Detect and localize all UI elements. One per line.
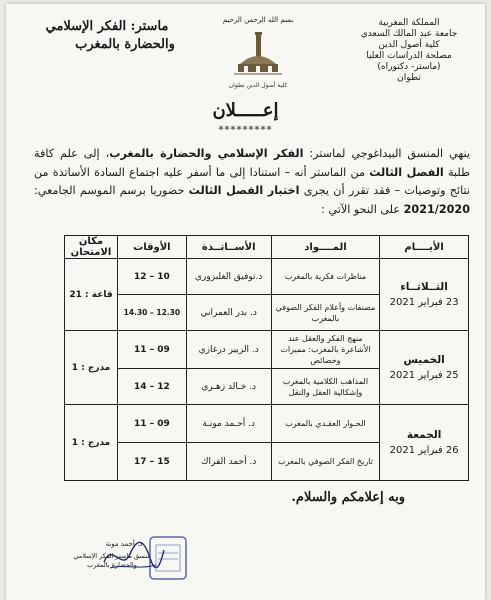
day-cell — [380, 405, 469, 481]
professor-cell: د. أحمد الفراك — [186, 443, 271, 481]
header-location: مكان الامتحان — [65, 236, 118, 259]
room-cell: قاعة : 21 — [65, 259, 118, 331]
subject-cell: المذاهب الكلامية بالمغرب وإشكالية العقل والنقل — [271, 369, 380, 405]
professor-cell: د. بدر العمراني — [186, 295, 271, 331]
header-line: تطوان — [397, 73, 421, 83]
time-cell: 09 – 11 — [117, 405, 186, 443]
signatory-role-line: والحضارة بالمغرب — [87, 561, 137, 569]
table-row — [65, 331, 469, 369]
body-text: على النحو الآتي : — [321, 202, 404, 216]
document-page — [6, 4, 485, 600]
professor-cell: د. خـالد زهـري — [186, 369, 271, 405]
day-name: الجمعة — [406, 428, 442, 441]
faculty-logo — [230, 30, 286, 80]
header-days: الأيــــام — [380, 236, 469, 259]
header-subjects: المــــواد — [271, 236, 380, 259]
body-text: ينهي المنسق البيداغوجي لماستر: — [303, 147, 470, 160]
master-line-2: والحضارة بالمغرب — [75, 37, 175, 52]
subject-cell: تاريخ الفكر الصوفي بالمغرب — [271, 443, 380, 481]
day-date: 23 فبراير 2021 — [389, 296, 459, 308]
master-program-header — [32, 18, 182, 54]
body-text: من الماستر أنه – استنادا إلى ما أسفر عليه اجتماع السادة الأساتذة من نتائج وتوصيات – فقد تقرر أن يجرى — [34, 165, 470, 197]
professor-cell: د. أحـمد مونـة — [186, 405, 271, 443]
table-row — [65, 259, 469, 295]
table-row — [65, 405, 469, 443]
time-cell: 09 – 11 — [117, 331, 186, 369]
professor-cell: د.توفيق الغلبزوري — [186, 259, 271, 295]
subject-cell: مناظرات فكرية بالمغرب — [271, 259, 380, 295]
day-cell — [380, 259, 469, 331]
time-cell: 12 – 14 — [117, 369, 186, 405]
day-date: 25 فبراير 2021 — [389, 369, 459, 381]
subject-cell: الحـوار العقـدي بالمغرب — [271, 405, 380, 443]
closing-line: وبه إعلامكم والسلام. — [291, 490, 405, 505]
header-times: الأوقات — [117, 236, 186, 259]
signatory-role-line: منسق ماستر الفكر الإسلامي — [73, 552, 151, 560]
day-name: الخميس — [403, 353, 445, 366]
time-cell: 12.30 – 14.30 — [117, 295, 186, 331]
exam-schedule-table — [64, 235, 469, 481]
title-separator: ********* — [218, 125, 273, 136]
body-text: حضوريا برسم الموسم الجامعي: — [34, 184, 189, 197]
day-date: 26 فبراير 2021 — [389, 444, 459, 456]
master-line-1: ماستر: الفكر الإسلامي — [45, 19, 169, 34]
header-line: كلية أصول الدين — [378, 40, 440, 50]
signatory-name: د. أحمد مونة — [105, 540, 143, 548]
semester-name: الفصل الثالث — [369, 165, 444, 179]
exam-name: اختبار الفصل الثالث — [188, 184, 300, 197]
academic-year: 2021/2020 — [403, 202, 470, 216]
body-text: ، إلى علم كافة طلبة — [34, 147, 470, 179]
announcement-title: إعـــــلان — [212, 100, 279, 121]
announcement-body — [34, 145, 470, 219]
room-cell: مدرج : 1 — [65, 405, 118, 481]
time-cell: 10 – 12 — [117, 259, 186, 295]
subject-cell: منهج الفكر والعقل عند الأشاعرة بالمغرب: مميزات وخصائص — [271, 331, 380, 369]
header-line: مصلحة الدراسات العليا — [366, 51, 452, 61]
program-name: الفكر الإسلامي والحضارة بالمغرب — [109, 147, 304, 160]
institution-header — [349, 18, 469, 84]
professor-cell: د. الزبير درغازي — [186, 331, 271, 369]
subject-cell: مصنفات وأعلام الفكر الصوفي بالمغرب — [271, 295, 380, 331]
header-professors: الأســاتــذة — [186, 236, 271, 259]
header-line: جامعة عبد المالك السعدي — [360, 29, 458, 39]
day-cell — [380, 331, 469, 405]
day-name: الثــلاثــاء — [400, 280, 448, 293]
basmala: بسم الله الرحمن الرحيم — [222, 16, 294, 24]
room-cell: مدرج : 1 — [65, 331, 118, 405]
header-line: (ماستر- دكتوراه) — [377, 62, 441, 72]
logo-caption: كلية أصول الدين تطوان — [228, 82, 288, 89]
table-header-row — [65, 236, 469, 259]
header-line: المملكة المغربية — [378, 18, 440, 28]
time-cell: 15 – 17 — [117, 443, 186, 481]
official-stamp — [148, 535, 188, 581]
